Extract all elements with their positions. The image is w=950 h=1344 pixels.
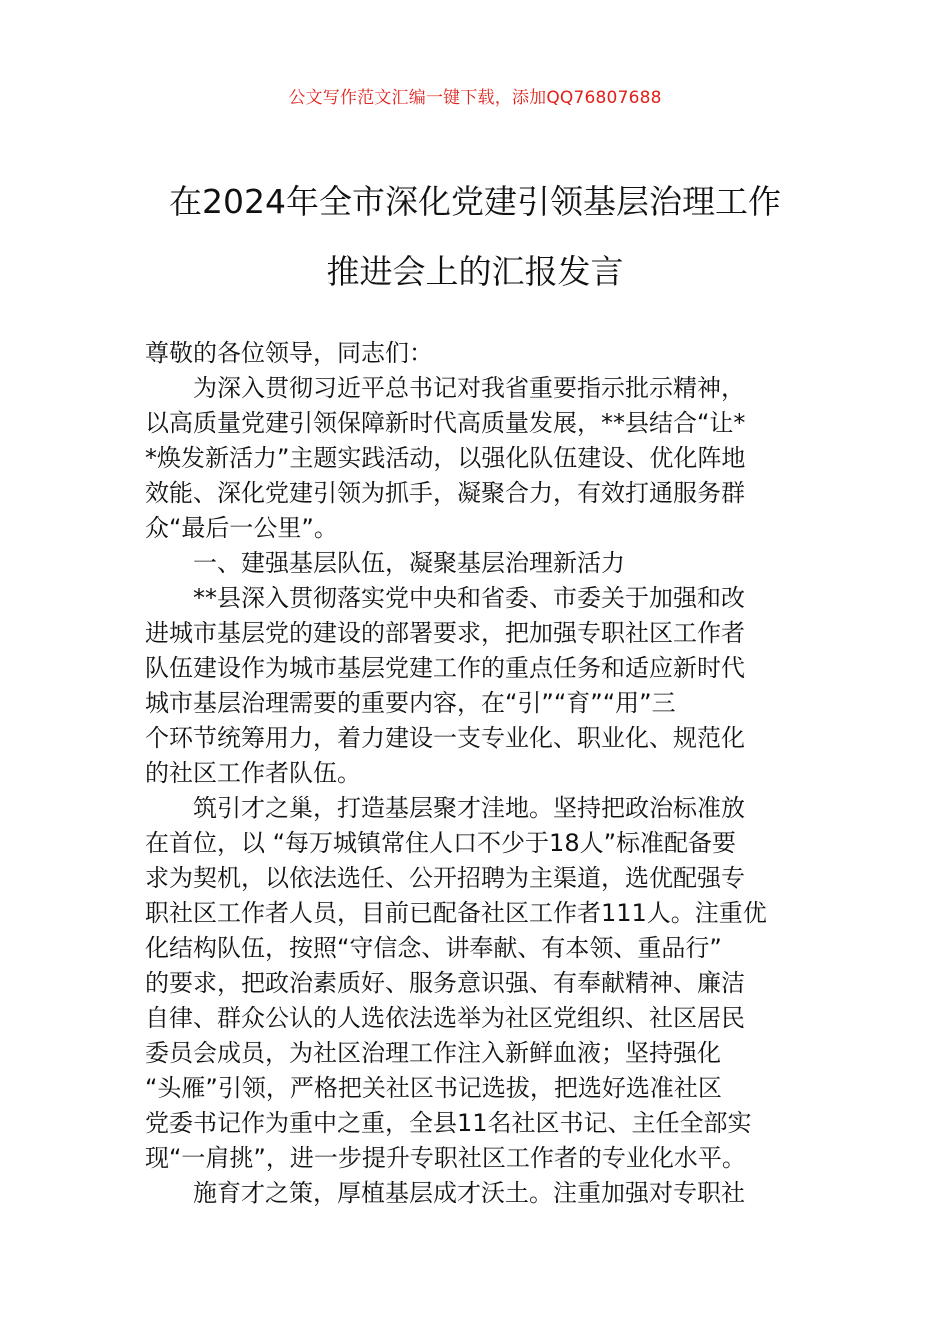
paragraph-line: 队伍建设作为城市基层党建工作的重点任务和适应新时代 — [145, 654, 745, 682]
paragraph-line: 的要求，把政治素质好、服务意识强、有奉献精神、廉洁 — [145, 969, 745, 997]
paragraph-line: 城市基层治理需要的重要内容，在“引”“育”“用”三 — [145, 689, 676, 717]
paragraph-line: 的社区工作者队伍。 — [145, 759, 361, 787]
document-title-line-2: 推进会上的汇报发言 — [326, 252, 624, 291]
paragraph-line: **县深入贯彻落实党中央和省委、市委关于加强和改 — [193, 584, 745, 612]
paragraph-line: 进城市基层党的建设的部署要求，把加强专职社区工作者 — [145, 619, 745, 647]
greeting-line: 尊敬的各位领导，同志们： — [145, 339, 433, 367]
paragraph-line: 自律、群众公认的人选依法选举为社区党组织、社区居民 — [145, 1004, 745, 1032]
paragraph-line: 党委书记作为重中之重，全县11名社区书记、主任全部实 — [145, 1109, 752, 1137]
paragraph-line: 效能、深化党建引领为抓手，凝聚合力，有效打通服务群 — [145, 479, 745, 507]
section-heading: 一、建强基层队伍，凝聚基层治理新活力 — [193, 549, 625, 577]
document-title-line-1: 在2024年全市深化党建引领基层治理工作 — [169, 182, 781, 221]
paragraph-line: 委员会成员，为社区治理工作注入新鲜血液；坚持强化 — [145, 1039, 721, 1067]
paragraph-line: 筑引才之巢，打造基层聚才洼地。坚持把政治标准放 — [193, 794, 745, 822]
paragraph-line: 施育才之策，厚植基层成才沃土。注重加强对专职社 — [193, 1179, 745, 1207]
paragraph-line: 化结构队伍，按照“守信念、讲奉献、有本领、重品行” — [145, 934, 722, 962]
paragraph-line: 众“最后一公里”。 — [145, 514, 338, 542]
paragraph-line: 以高质量党建引领保障新时代高质量发展，**县结合“让* — [145, 409, 746, 437]
paragraph-line: 个环节统筹用力，着力建设一支专业化、职业化、规范化 — [145, 724, 745, 752]
paragraph-line: 求为契机，以依法选任、公开招聘为主渠道，选优配强专 — [145, 864, 745, 892]
document-body — [145, 336, 813, 1211]
header-download-note: 公文写作范文汇编一键下载，添加QQ76807688 — [288, 88, 662, 108]
paragraph-line: 职社区工作者人员，目前已配备社区工作者111人。注重优 — [145, 899, 767, 927]
paragraph-line: 为深入贯彻习近平总书记对我省重要指示批示精神， — [193, 374, 745, 402]
paragraph-line: *焕发新活力”主题实践活动，以强化队伍建设、优化阵地 — [145, 444, 746, 472]
paragraph-line: “头雁”引领，严格把关社区书记选拔，把选好选准社区 — [145, 1074, 722, 1102]
paragraph-line: 在首位，以 “每万城镇常住人口不少于18人”标准配备要 — [145, 829, 737, 857]
paragraph-line: 现“一肩挑”，进一步提升专职社区工作者的专业化水平。 — [145, 1144, 746, 1172]
